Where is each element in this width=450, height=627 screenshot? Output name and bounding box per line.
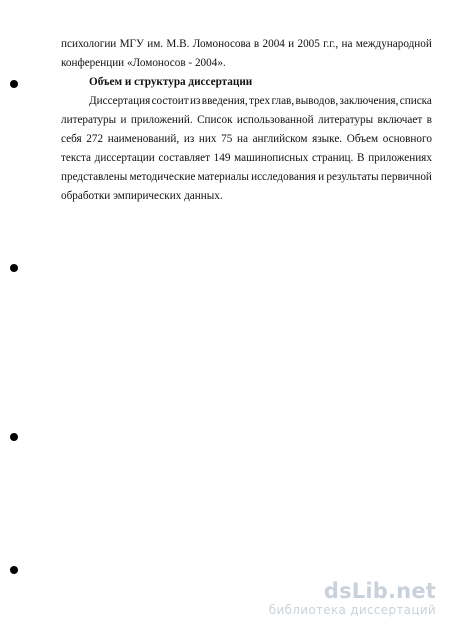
word: и <box>288 38 295 50</box>
word: списка <box>399 95 432 107</box>
word: 2005 <box>297 38 320 50</box>
word: материалы <box>197 171 249 183</box>
word: результаты <box>326 171 379 183</box>
word: В <box>357 152 365 164</box>
word: из <box>183 133 195 145</box>
watermark-subtitle: библиотека диссертаций <box>268 603 436 617</box>
word: и <box>318 171 325 183</box>
word: МГУ <box>119 38 144 50</box>
word: использованной <box>236 114 314 126</box>
word: составляет <box>158 152 210 164</box>
word: международной <box>355 38 432 50</box>
punch-hole-2 <box>10 264 18 272</box>
word: наименований, <box>107 133 180 145</box>
text-line-2: конференции «Ломоносов - 2004». <box>61 57 226 69</box>
word: из <box>189 95 201 107</box>
paragraph-line-2 <box>61 113 432 127</box>
section-heading: Объем и структура диссертации <box>89 76 253 88</box>
word: себя <box>61 133 82 145</box>
word: в <box>426 114 432 126</box>
word: М.В. <box>166 38 190 50</box>
word: включает <box>377 114 423 126</box>
word: в <box>253 38 260 50</box>
word: текста <box>61 152 91 164</box>
word: заключения, <box>339 95 399 107</box>
word: исследования <box>251 171 316 183</box>
watermark <box>269 579 436 617</box>
word: приложений. <box>130 114 193 126</box>
word: 75 <box>221 133 233 145</box>
word: на <box>341 38 353 50</box>
word: состоит <box>151 95 189 107</box>
paragraph-line-5 <box>61 170 432 184</box>
punch-hole-3 <box>10 433 18 441</box>
watermark-logo[interactable]: dsLib.net <box>323 579 436 603</box>
word: введения, <box>201 95 248 107</box>
word: 2004 <box>262 38 285 50</box>
word: глав, <box>271 95 295 107</box>
paragraph-line-3 <box>61 132 432 146</box>
text-line-1 <box>61 37 432 51</box>
paragraph-line-4 <box>61 151 432 165</box>
word: на <box>236 133 248 145</box>
word: машинописных <box>234 152 309 164</box>
word: первичной <box>380 171 432 183</box>
word: им. <box>147 38 164 50</box>
word: литературы <box>318 114 374 126</box>
word: языке. <box>312 133 343 145</box>
word: основного <box>382 133 432 145</box>
word: Диссертация <box>89 95 151 107</box>
word: представлены <box>61 171 128 183</box>
word: и <box>120 114 127 126</box>
word: них <box>198 133 217 145</box>
punch-hole-4 <box>10 566 18 574</box>
word: Список <box>197 114 233 126</box>
word: психологии <box>61 38 117 50</box>
word: приложениях <box>368 152 432 164</box>
punch-hole-1 <box>10 80 18 88</box>
paragraph-line-1 <box>89 94 432 108</box>
word: Объем <box>346 133 379 145</box>
word: 272 <box>86 133 104 145</box>
word: литературы <box>61 114 117 126</box>
word: выводов, <box>295 95 339 107</box>
word: 149 <box>213 152 231 164</box>
word: диссертации <box>94 152 155 164</box>
word: Ломоносова <box>192 38 251 50</box>
paragraph-line-6: обработки эмпирических данных. <box>61 190 223 202</box>
word: г.г., <box>323 38 339 50</box>
word: методические <box>129 171 196 183</box>
word: трех <box>249 95 271 107</box>
word: страниц. <box>312 152 354 164</box>
word: английском <box>252 133 308 145</box>
